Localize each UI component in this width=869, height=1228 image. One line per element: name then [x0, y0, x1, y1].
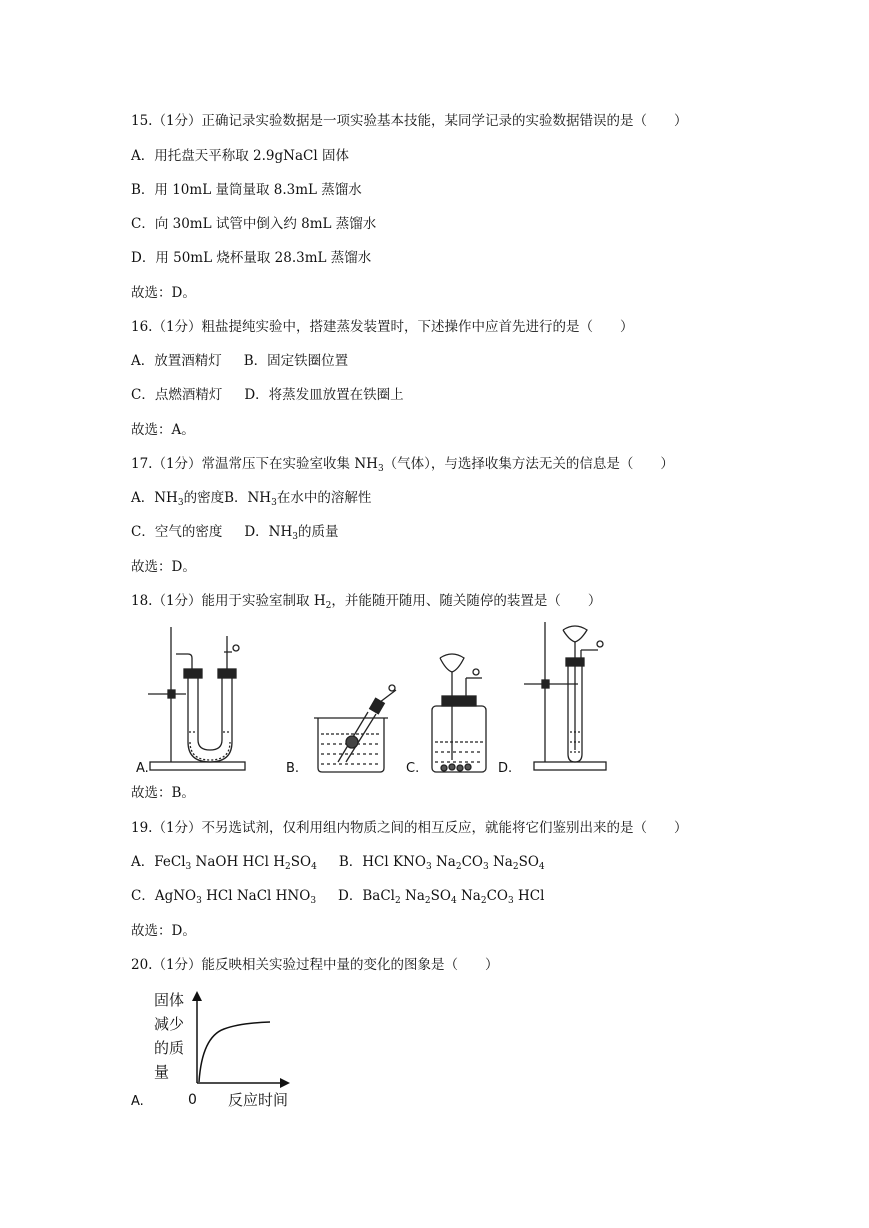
q18-stem: 18.（1分）能用于实验室制取 $H_2$，并能随开随用、随关随停的装置是（ ）: [131, 593, 602, 611]
q16-option-d: D．将蒸发皿放置在铁圈上: [244, 387, 404, 403]
q16-option-b: B．固定铁圈位置: [243, 353, 349, 369]
graph-y-arrow: [192, 991, 202, 1001]
q17-option-c: C．空气的密度: [131, 524, 223, 540]
q15-option-b: B．用 10mL 量筒量取 8.3mL 蒸馏水: [131, 182, 362, 198]
q18-answer: 故选：B。: [131, 785, 195, 801]
apparatus-b-beaker: [286, 685, 396, 776]
q18-label-a: A.: [136, 761, 149, 776]
q17-stem: 17.（1分）常温常压下在实验室收集 $NH_3$（气体），与选择收集方法无关的信息是（ ）: [131, 456, 674, 474]
q17-options-row1: [131, 489, 371, 507]
q18-label-c: C.: [406, 761, 420, 776]
q19-options-row1: [131, 853, 545, 871]
graph-curve: [199, 1022, 270, 1082]
q16-options-row1: [131, 352, 348, 370]
q15-option-d: D．用 50mL 烧杯量取 28.3mL 蒸馏水: [131, 250, 372, 266]
q16-option-c: C．点燃酒精灯: [131, 387, 223, 403]
q17-options-row2: [131, 523, 339, 541]
q17-option-d: D．$NH_3$的质量: [244, 524, 339, 542]
q16-stem: 16.（1分）粗盐提纯实验中，搭建蒸发装置时，下述操作中应首先进行的是（ ）: [131, 319, 634, 335]
q16-answer: 故选：A。: [131, 422, 195, 438]
q17-option-b: B．$NH_3$在水中的溶解性: [224, 490, 372, 508]
apparatus-c-bottle: [406, 654, 486, 776]
q19-option-b: B．HCl $KNO_3$ $Na_2CO_3$ $Na_2SO_4$: [338, 854, 545, 872]
q18-label-d: D.: [498, 761, 513, 776]
apparatus-d-test-tube: [498, 622, 606, 776]
graph-ylabel-line2: 减少: [154, 1015, 185, 1033]
q20-label-a: A.: [131, 1094, 144, 1109]
q16-options-row2: [131, 386, 404, 404]
graph-origin: 0: [188, 1092, 197, 1108]
graph-x-arrow: [280, 1078, 290, 1088]
graph-ylabel-line3: 的质: [154, 1039, 185, 1057]
q19-options-row2: [131, 887, 544, 905]
q15-answer: 故选：D。: [131, 285, 196, 301]
q19-option-d: D．BaCl$_2$ $Na_2SO_4$ $Na_2CO_3$ HCl: [338, 888, 545, 906]
q15-option-c: C．向 30mL 试管中倒入约 8mL 蒸馏水: [131, 216, 377, 232]
graph-ylabel-line1: 固体: [154, 991, 185, 1009]
q20-graph-a: [128, 985, 308, 1110]
q18-apparatus-figure: [136, 622, 620, 778]
q19-option-c: C．AgNO$_3$ HCl NaCl $HNO_3$: [131, 888, 317, 906]
q15-stem: 15.（1分）正确记录实验数据是一项实验基本技能，某同学记录的实验数据错误的是（ ）: [131, 113, 688, 129]
q17-option-a: A．$NH_3$的密度: [131, 490, 225, 508]
q16-option-a: A．放置酒精灯: [131, 353, 222, 369]
q15-option-a: A．用托盘天平称取 2.9gNaCl 固体: [131, 148, 349, 164]
graph-ylabel-line4: 量: [154, 1063, 170, 1081]
q19-option-a: A．FeCl$_3$ NaOH HCl $H_2SO_4$: [131, 854, 317, 872]
q17-answer: 故选：D。: [131, 559, 196, 575]
q19-stem: 19.（1分）不另选试剂，仅利用组内物质之间的相互反应，就能将它们鉴别出来的是（ ）: [131, 820, 688, 836]
q20-stem: 20.（1分）能反映相关实验过程中量的变化的图象是（ ）: [131, 957, 499, 973]
q19-answer: 故选：D。: [131, 923, 196, 939]
apparatus-a-u-tube: [136, 627, 245, 776]
q18-label-b: B.: [286, 761, 300, 776]
graph-xlabel: 反应时间: [228, 1091, 289, 1109]
